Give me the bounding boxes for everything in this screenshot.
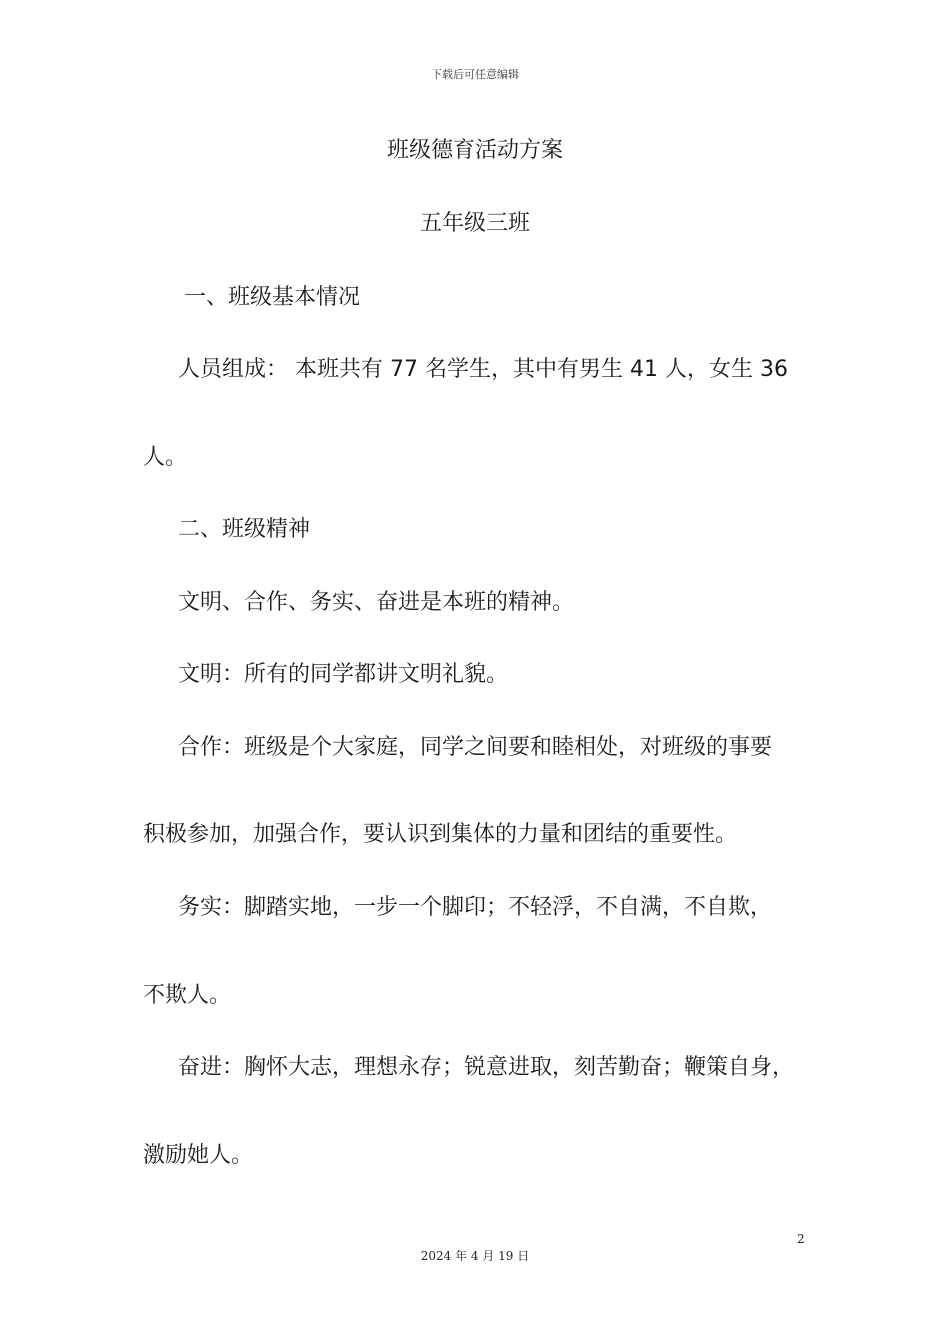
paragraph-line: 积极参加，加强合作，要认识到集体的力量和团结的重要性。: [143, 822, 738, 847]
page-number: 2: [797, 1232, 805, 1246]
paragraph-line: 文明、合作、务实、奋进是本班的精神。: [178, 590, 575, 615]
paragraph-line: 不欺人。: [143, 983, 232, 1008]
paragraph-line: 人员组成： 本班共有 77 名学生，其中有男生 41 人，女生 36: [178, 357, 788, 382]
paragraph-line: 务实：脚踏实地，一步一个脚印；不轻浮，不自满，不自欺，: [178, 895, 773, 920]
paragraph-line: 文明：所有的同学都讲文明礼貌。: [178, 662, 509, 687]
paragraph-line: 奋进：胸怀大志，理想永存；锐意进取，刻苦勤奋；鞭策自身，: [178, 1055, 795, 1080]
paragraph-line: 合作：班级是个大家庭，同学之间要和睦相处，对班级的事要: [178, 735, 773, 760]
document-subtitle: 五年级三班: [419, 211, 530, 236]
footer-date: 2024 年 4 月 19 日: [420, 1249, 530, 1263]
document-title: 班级德育活动方案: [386, 138, 563, 163]
page-header-note: 下载后可任意编辑: [431, 68, 519, 81]
paragraph-line: 激励她人。: [143, 1143, 254, 1168]
section-heading-class-spirit: 二、班级精神: [178, 517, 311, 542]
paragraph-line: 人。: [143, 445, 188, 470]
section-heading-basic-info: 一、班级基本情况: [184, 285, 361, 310]
